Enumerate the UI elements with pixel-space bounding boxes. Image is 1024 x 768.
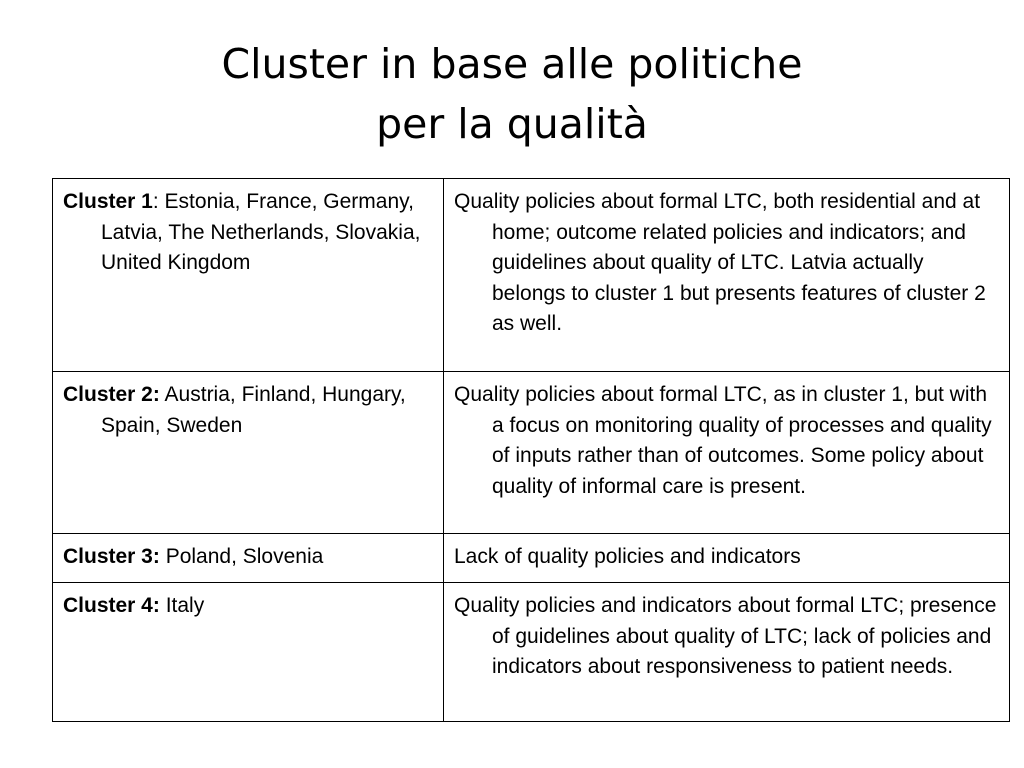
table-row [53,534,1010,583]
cluster-cell [53,534,444,583]
cluster-countries: Austria, Finland, Hungary, Spain, Sweden [101,383,406,437]
description-cell [444,583,1010,722]
title-line-2: per la qualità [376,100,648,148]
cluster-text [63,380,435,441]
cluster-cell [53,372,444,534]
cluster-description: Quality policies about formal LTC, as in cluster 1, but with a focus on monitoring quality of processes and quality of inputs rather than of outcomes. Some policy about quality of informal care is present. [454,383,992,498]
table-row [53,372,1010,534]
cluster-description: Quality policies and indicators about formal LTC; presence of guidelines about quality of LTC; lack of policies and indicators about responsiveness to patient needs. [454,594,997,679]
cluster-cell [53,583,444,722]
cluster-name: Cluster 1 [63,190,153,213]
table-row [53,179,1010,372]
cluster-text [63,542,435,573]
description-cell [444,179,1010,372]
cluster-countries: Estonia, France, Germany, Latvia, The Netherlands, Slovakia, United Kingdom [101,190,421,275]
cluster-table [52,178,1010,722]
cluster-countries: Poland, Slovenia [165,545,324,568]
cluster-name: Cluster 3: [63,545,160,568]
cluster-text [63,591,435,622]
cluster-description: Quality policies about formal LTC, both residential and at home; outcome related policies and indicators; and guidelines about quality of LTC. Latvia actually belongs to cluster 1 but presents features of cluster 2 as well. [454,190,986,336]
description-cell [444,534,1010,583]
description-cell [444,372,1010,534]
cluster-description: Lack of quality policies and indicators [454,545,801,568]
cluster-separator: : [152,190,165,213]
cluster-name: Cluster 2: [63,383,160,406]
table-row [53,583,1010,722]
cluster-text [63,187,435,279]
cluster-name: Cluster 4: [63,594,160,617]
cluster-cell [53,179,444,372]
cluster-countries: Italy [165,594,205,617]
page-title [0,34,1024,154]
title-line-1: Cluster in base alle politiche [221,40,803,88]
